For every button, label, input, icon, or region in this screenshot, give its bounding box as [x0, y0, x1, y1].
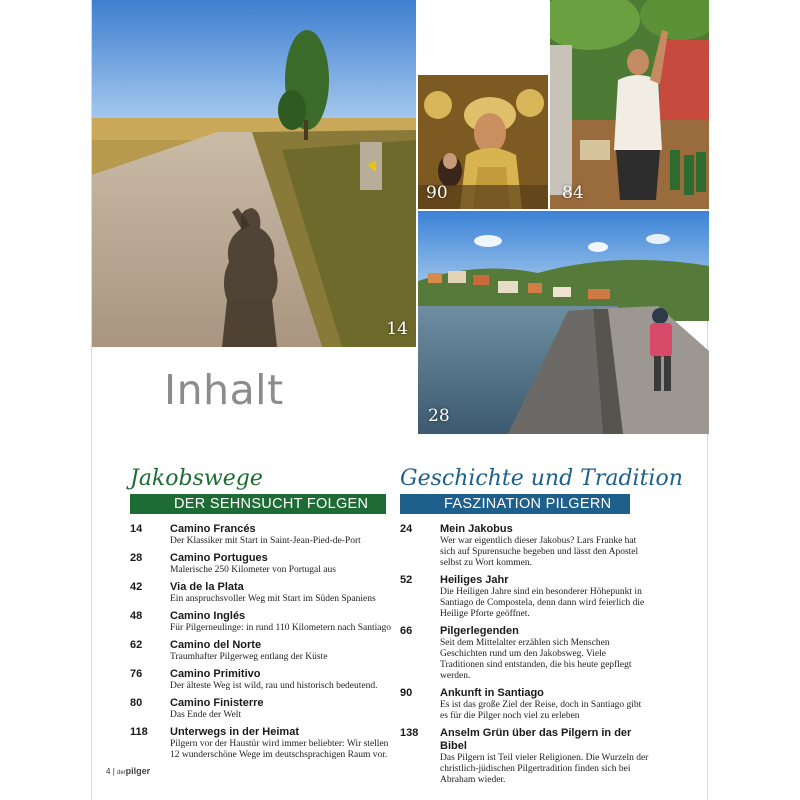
section-banner-left: DER SEHNSUCHT FOLGEN [130, 494, 386, 514]
photo-market [550, 0, 709, 209]
toc-entry-title: Mein Jakobus [440, 523, 513, 535]
toc-entry[interactable] [130, 726, 392, 761]
toc-entry-page: 66 [400, 625, 413, 637]
toc-entry-description: Pilgern vor der Haustür wird immer beliebter: Wir stellen 12 wunderschöne Wege im deutschsprachigen Raum vor. [170, 739, 389, 760]
toc-entry-page: 28 [130, 552, 143, 564]
toc-entry-description: Ein anspruchsvoller Weg mit Start im Süden Spaniens [170, 594, 376, 604]
toc-entry-body [170, 552, 392, 576]
toc-entry-description: Die Heiligen Jahre sind ein besonderer Höhepunkt in Santiago de Compostela, denn dann wird feierlich die Heilige Pforte geöffnet. [440, 587, 645, 619]
bridge-illustration [418, 211, 709, 434]
toc-entry[interactable] [400, 574, 650, 620]
photo-page-number: 28 [428, 406, 450, 426]
toc-entry-title: Via de la Plata [170, 581, 244, 593]
toc-entry-body [440, 687, 650, 722]
toc-entry[interactable] [130, 552, 392, 576]
toc-entry[interactable] [400, 625, 650, 682]
market-illustration [550, 0, 709, 209]
toc-entry-description: Seit dem Mittelalter erzählen sich Menschen Geschichten rund um den Jakobsweg. Viele Traditionen sind entstanden, die bis heute gepflegt werden. [440, 638, 632, 681]
footer-brand-prefix: der [117, 770, 126, 776]
toc-entry-title: Unterwegs in der Heimat [170, 726, 299, 738]
toc-entry[interactable] [400, 687, 650, 722]
toc-entry-page: 14 [130, 523, 143, 535]
toc-entry-title: Camino del Norte [170, 639, 262, 651]
section-script-title-geschichte: Geschichte und Tradition [400, 466, 683, 491]
toc-entry-body [170, 697, 392, 721]
photo-santiago-statue [418, 75, 548, 209]
toc-entry[interactable] [130, 697, 392, 721]
toc-list-left [130, 523, 392, 766]
toc-entry-body [440, 727, 650, 786]
toc-entry[interactable] [400, 523, 650, 569]
photo-page-number: 90 [426, 183, 448, 203]
toc-entry-title: Camino Inglés [170, 610, 246, 622]
toc-entry-body [170, 639, 392, 663]
toc-entry-description: Malerische 250 Kilometer von Portugal aus [170, 565, 336, 575]
toc-entry-page: 76 [130, 668, 143, 680]
toc-entry-page: 80 [130, 697, 143, 709]
road-illustration [92, 0, 416, 347]
toc-entry-body [440, 523, 650, 569]
toc-entry-description: Das Pilgern ist Teil vieler Religionen. Die Wurzeln der christlich-jüdischen Pilgertradition finden sich bei Abraham wieder. [440, 753, 649, 785]
toc-entry[interactable] [130, 523, 392, 547]
toc-entry-body [170, 523, 392, 547]
toc-entry-title: Camino Primitivo [170, 668, 261, 680]
toc-entry-page: 52 [400, 574, 413, 586]
toc-entry-title: Pilgerlegenden [440, 625, 519, 637]
toc-entry[interactable] [130, 668, 392, 692]
toc-entry-body [170, 581, 392, 605]
toc-entry-description: Wer war eigentlich dieser Jakobus? Lars Franke hat sich auf Spurensuche begeben und lässt den Apostel selbst zu Wort kommen. [440, 536, 639, 568]
toc-entry-page: 48 [130, 610, 143, 622]
toc-entry-page: 90 [400, 687, 413, 699]
toc-entry-description: Es ist das große Ziel der Reise, doch in Santiago gibt es für die Pilger noch viel zu erleben [440, 700, 642, 721]
toc-entry-title: Camino Portugues [170, 552, 268, 564]
toc-entry-description: Das Ende der Welt [170, 710, 242, 720]
toc-entry-body [170, 726, 392, 761]
toc-entry-description: Für Pilgerneulinge: in rund 110 Kilometern nach Santiago [170, 623, 392, 633]
footer-separator: | [112, 767, 115, 776]
toc-entry-title: Heiliges Jahr [440, 574, 509, 586]
toc-entry-title: Ankunft in Santiago [440, 687, 544, 699]
toc-entry-body [440, 625, 650, 682]
photo-page-number: 14 [386, 319, 408, 339]
toc-entry-description: Der älteste Weg ist wild, rau und historisch bedeutend. [170, 681, 378, 691]
toc-entry-page: 24 [400, 523, 413, 535]
toc-entry-title: Camino Francés [170, 523, 256, 535]
magazine-page [91, 0, 708, 800]
section-banner-right: FASZINATION PILGERN [400, 494, 630, 514]
toc-entry[interactable] [130, 610, 392, 634]
toc-entry-page: 42 [130, 581, 143, 593]
page-title: Inhalt [164, 366, 284, 414]
toc-entry[interactable] [400, 727, 650, 786]
section-script-title-jakobswege: Jakobswege [130, 466, 263, 491]
footer-brand: pilger [125, 766, 151, 776]
toc-entry-description: Traumhafter Pilgerweg entlang der Küste [170, 652, 328, 662]
toc-entry-body [170, 668, 392, 692]
toc-entry-title: Anselm Grün über das Pilgern in der Bibel [440, 727, 632, 752]
toc-entry-description: Der Klassiker mit Start in Saint-Jean-Pied-de-Port [170, 536, 361, 546]
toc-list-right [400, 523, 650, 791]
toc-entry-body [440, 574, 650, 620]
photo-bridge-town [418, 211, 709, 434]
toc-entry-body [170, 610, 392, 634]
toc-entry-page: 138 [400, 727, 419, 739]
toc-entry-title: Camino Finisterre [170, 697, 264, 709]
photo-camino-road [92, 0, 416, 347]
photo-page-number: 84 [562, 183, 584, 203]
toc-entry-page: 62 [130, 639, 143, 651]
toc-entry[interactable] [130, 581, 392, 605]
toc-entry[interactable] [130, 639, 392, 663]
footer-page-number: 4 [106, 767, 111, 776]
toc-entry-page: 118 [130, 726, 148, 738]
page-footer [106, 766, 150, 776]
